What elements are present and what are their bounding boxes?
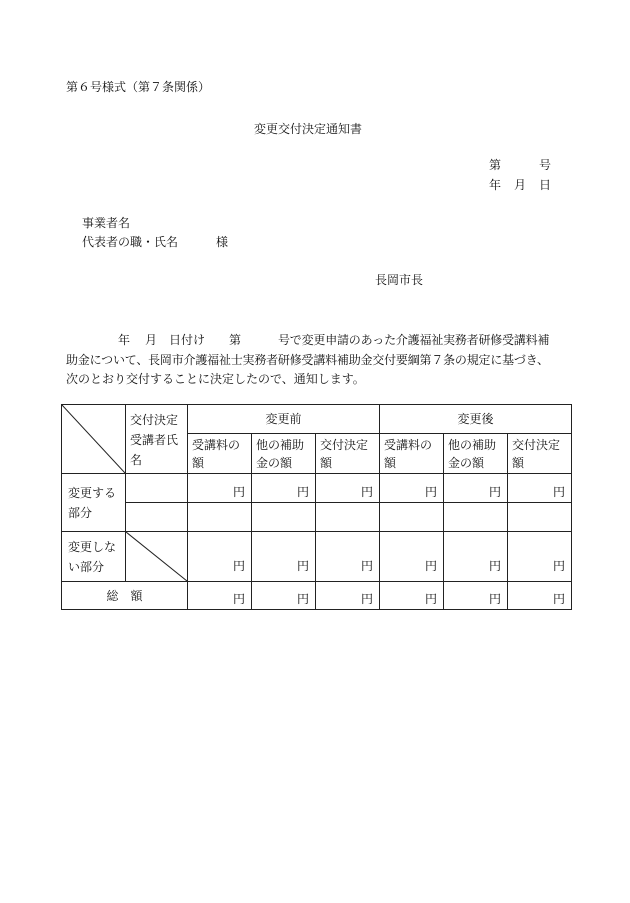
issuer-name: 長岡市長 xyxy=(375,273,424,287)
unchanged-diagonal-cell xyxy=(126,532,188,582)
doc-number-go: 号 xyxy=(539,158,552,172)
body-hizuke: 日付け xyxy=(169,333,206,347)
empty-cell xyxy=(380,503,444,532)
grant-table xyxy=(61,404,572,610)
yen-cell: 円 xyxy=(508,532,572,582)
business-name-label: 事業者名 xyxy=(82,216,131,230)
sub-header-tuition-before: 受講料の額 xyxy=(188,434,252,474)
yen-cell: 円 xyxy=(188,532,252,582)
empty-cell xyxy=(188,503,252,532)
body-line-3: 次のとおり交付することに決定したので、通知します。 xyxy=(66,372,365,386)
sub-header-tuition-after: 受講料の額 xyxy=(380,434,444,474)
header-recipient: 交付決定受講者氏名 xyxy=(126,405,188,474)
doc-number-dai: 第 xyxy=(489,158,502,172)
diagonal-line xyxy=(126,532,187,581)
yen-cell: 円 xyxy=(252,532,316,582)
header-after: 変更後 xyxy=(380,405,572,434)
sub-header-decision-before: 交付決定額 xyxy=(316,434,380,474)
sub-header-decision-after: 交付決定額 xyxy=(508,434,572,474)
yen-cell: 円 xyxy=(380,474,444,503)
representative-label: 代表者の職・氏名 xyxy=(82,235,179,249)
yen-cell: 円 xyxy=(188,582,252,610)
yen-cell: 円 xyxy=(316,532,380,582)
date-hi: 日 xyxy=(539,178,552,192)
row-label-unchanged: 変更しない部分 xyxy=(62,532,126,582)
body-nen: 年 xyxy=(118,333,131,347)
row-label-total: 総 額 xyxy=(62,582,188,610)
diagonal-line xyxy=(62,405,125,473)
date-nen: 年 xyxy=(489,178,502,192)
yen-cell: 円 xyxy=(444,532,508,582)
body-tsuki: 月 xyxy=(145,333,158,347)
yen-cell: 円 xyxy=(316,474,380,503)
yen-cell: 円 xyxy=(316,582,380,610)
yen-cell: 円 xyxy=(444,582,508,610)
empty-cell xyxy=(252,503,316,532)
yen-cell: 円 xyxy=(252,582,316,610)
body-dai: 第 xyxy=(229,333,242,347)
yen-cell: 円 xyxy=(380,582,444,610)
yen-cell: 円 xyxy=(508,582,572,610)
empty-cell xyxy=(508,503,572,532)
document-title: 変更交付決定通知書 xyxy=(254,122,363,136)
empty-cell xyxy=(444,503,508,532)
body-line-2: 助金について、長岡市介護福祉士実務者研修受講料補助金交付要綱第７条の規定に基づき、 xyxy=(66,352,549,367)
corner-diagonal-cell xyxy=(62,405,126,474)
row-label-changed: 変更する部分 xyxy=(62,474,126,532)
sub-header-other-after: 他の補助金の額 xyxy=(444,434,508,474)
date-tsuki: 月 xyxy=(514,178,527,192)
form-number: 第６号様式（第７条関係） xyxy=(66,80,211,94)
yen-cell: 円 xyxy=(188,474,252,503)
sama-honorific: 様 xyxy=(216,235,229,249)
changed-name-1 xyxy=(126,474,188,503)
empty-cell xyxy=(316,503,380,532)
yen-cell: 円 xyxy=(508,474,572,503)
changed-name-2 xyxy=(126,503,188,532)
body-rest: 号で変更申請のあった介護福祉実務者研修受講料補 xyxy=(278,333,550,347)
body-line-1 xyxy=(66,331,574,351)
notice-body xyxy=(66,331,574,390)
yen-cell: 円 xyxy=(380,532,444,582)
yen-cell: 円 xyxy=(444,474,508,503)
sub-header-other-before: 他の補助金の額 xyxy=(252,434,316,474)
header-before: 変更前 xyxy=(188,405,380,434)
yen-cell: 円 xyxy=(252,474,316,503)
